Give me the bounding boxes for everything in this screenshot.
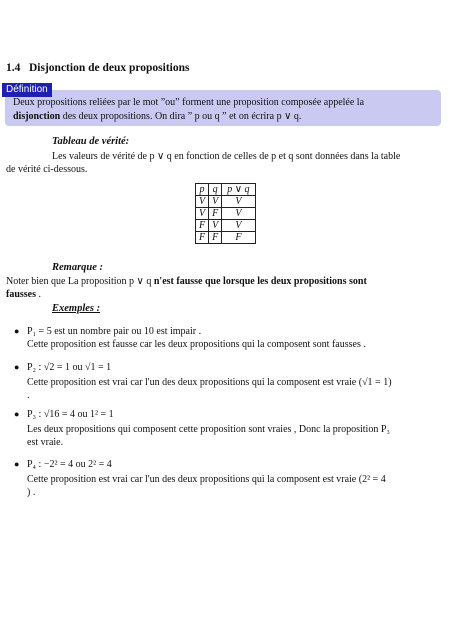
truth-header-pvq: p ∨ q bbox=[222, 184, 255, 196]
definition-box bbox=[5, 90, 441, 126]
truth-cell: F bbox=[209, 232, 222, 244]
example-2-statement: P₂ : √2 = 1 ou √1 = 1 bbox=[27, 362, 112, 373]
examples-heading: Exemples : bbox=[52, 303, 101, 314]
remark-line-1 bbox=[6, 275, 367, 288]
bullet-icon: ● bbox=[14, 409, 20, 419]
remark-line-2 bbox=[6, 288, 41, 301]
truth-cell: F bbox=[222, 232, 255, 244]
example-item-4 bbox=[14, 458, 447, 499]
section-title bbox=[6, 62, 190, 74]
truth-cell: V bbox=[209, 220, 222, 232]
truth-header-p: p bbox=[196, 184, 209, 196]
example-3-end: est vraie. bbox=[27, 437, 64, 448]
definition-badge: Définition bbox=[2, 83, 52, 97]
example-4-statement: P₄ : −2² = 4 ou 2² = 4 bbox=[27, 459, 112, 470]
example-4-explanation: Cette proposition est vrai car l'un des deux propositions qui la composent est vraie (2² = 4 bbox=[27, 474, 386, 485]
definition-term: disjonction bbox=[13, 111, 61, 122]
truth-cell: V bbox=[222, 208, 255, 220]
section-title-text: Disjonction de deux propositions bbox=[29, 62, 190, 74]
example-3-statement: P₃ : √16 = 4 ou 1² = 1 bbox=[27, 409, 114, 420]
example-4-end: ) . bbox=[27, 487, 36, 498]
remark-bold-2: fausses bbox=[6, 289, 37, 300]
truth-row bbox=[196, 196, 256, 208]
example-1-statement: P₁ = 5 est un nombre pair ou 10 est impair . bbox=[27, 326, 202, 337]
example-item-3 bbox=[14, 408, 447, 449]
truth-cell: F bbox=[196, 220, 209, 232]
truth-row bbox=[196, 220, 256, 232]
truth-row bbox=[196, 232, 256, 244]
bullet-icon: ● bbox=[14, 459, 20, 469]
example-2-explanation: Cette proposition est vrai car l'un des deux propositions qui la composent est vraie (√1 = 1) bbox=[27, 377, 392, 388]
truth-cell: V bbox=[209, 196, 222, 208]
remark-text: Noter bien que La proposition p ∨ q bbox=[6, 276, 154, 287]
example-item-1 bbox=[14, 325, 447, 351]
example-1-explanation: Cette proposition est fausse car les deux propositions qui la composent sont fausses . bbox=[27, 339, 366, 350]
example-3-explanation: Les deux propositions qui composent cette proposition sont vraies , Donc la proposition P₃ bbox=[27, 424, 390, 435]
definition-line-2-rest: des deux propositions. On dira ” p ou q ” et on écrira p ∨ q. bbox=[60, 111, 302, 122]
truth-table-intro-2: de vérité ci-dessous. bbox=[6, 164, 88, 175]
remark-text-2: . bbox=[36, 289, 42, 300]
truth-cell: F bbox=[209, 208, 222, 220]
truth-header-q: q bbox=[209, 184, 222, 196]
truth-cell: V bbox=[196, 196, 209, 208]
definition-line-1: Deux propositions reliées par le mot ”ou” forment une proposition composée appelée la bbox=[13, 97, 365, 108]
definition-line-2 bbox=[13, 110, 435, 124]
remark-heading: Remarque : bbox=[52, 262, 104, 273]
truth-cell: V bbox=[196, 208, 209, 220]
truth-cell: V bbox=[222, 220, 255, 232]
example-2-end: . bbox=[27, 390, 30, 401]
truth-cell: V bbox=[222, 196, 255, 208]
truth-table-header-row bbox=[196, 184, 256, 196]
truth-table bbox=[195, 183, 256, 244]
bullet-icon: ● bbox=[14, 362, 20, 372]
truth-table-heading: Tableau de vérité: bbox=[52, 136, 130, 147]
remark-bold: n'est fausse que lorsque les deux propositions sont bbox=[153, 276, 367, 287]
truth-cell: F bbox=[196, 232, 209, 244]
example-item-2 bbox=[14, 361, 447, 402]
bullet-icon: ● bbox=[14, 326, 20, 336]
truth-row bbox=[196, 208, 256, 220]
section-number: 1.4 bbox=[6, 62, 21, 74]
truth-table-intro-1: Les valeurs de vérité de p ∨ q en fonction de celles de p et q sont données dans la table bbox=[52, 151, 401, 162]
